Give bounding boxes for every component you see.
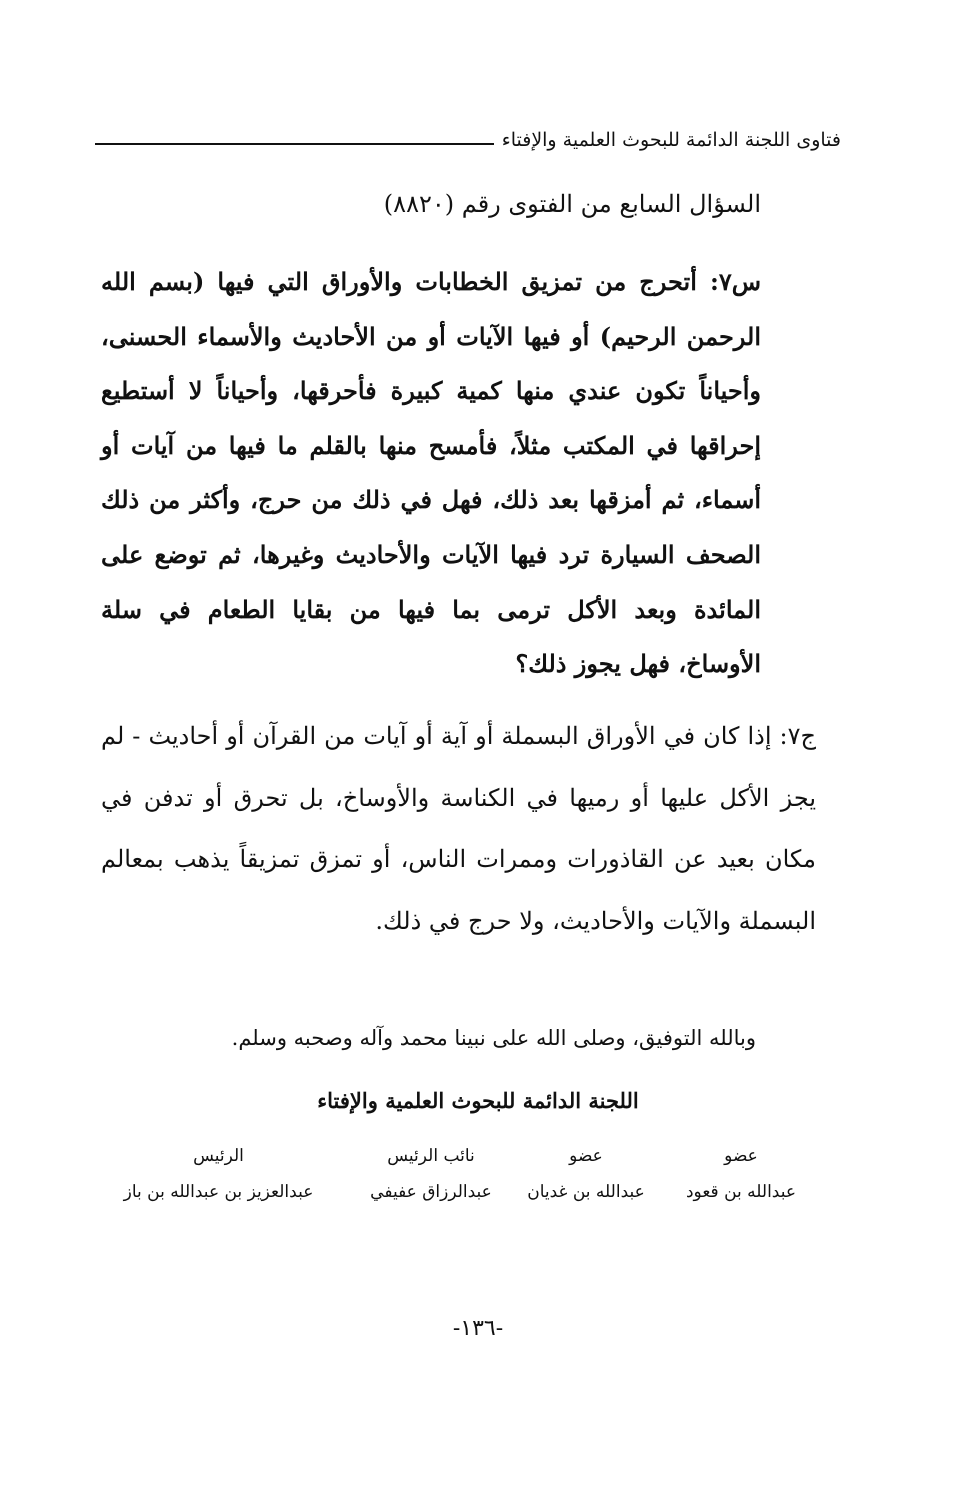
page-number: -١٣٦- bbox=[452, 1316, 504, 1341]
answer-text: ج٧: إذا كان في الأوراق البسملة أو آية أو آيات من القرآن أو أحاديث - لم يجز الأكل عليها أو رميها في الكناسة والأوساخ، بل تحرق أو تدفن في مكان بعيد عن القاذورات وممرات الناس، أو تمزق تمزيقاً يذهب بمعالم البسملة والآيات والأحاديث، ولا حرج في ذلك. bbox=[101, 722, 816, 935]
signatory-name: عبدالله بن غديان bbox=[527, 1182, 645, 1202]
signatory bbox=[676, 1138, 806, 1210]
signatory-role: نائب الرئيس bbox=[387, 1146, 475, 1166]
header-rule bbox=[95, 143, 494, 145]
committee-name: اللجنة الدائمة للبحوث العلمية والإفتاء bbox=[317, 1088, 639, 1113]
question-reference: السؤال السابع من الفتوى رقم (٨٨٢٠) bbox=[383, 190, 761, 218]
signatory bbox=[101, 1138, 336, 1210]
signatory-name: عبدالعزيز بن عبدالله بن باز bbox=[123, 1182, 314, 1202]
signatory-role: الرئيس bbox=[193, 1146, 244, 1166]
question-text: س٧: أتحرج من تمزيق الخطابات والأوراق التي فيها (بسم الله الرحمن الرحيم) أو فيها الآيات أو من الأحاديث والأسماء الحسنى، وأحياناً تكون عندي منها كمية كبيرة فأحرقها، وأحياناً لا أستطيع إحراقها في المكتب مثلاً، فأمسح منها بالقلم ما فيها من آيات أو أسماء، ثم أمزقها بعد ذلك، فهل في ذلك من حرج، وأكثر من ذلك الصحف السيارة ترد فيها الآيات والأحاديث وغيرها، ثم توضع على المائدة وبعد الأكل ترمى بما فيها من بقايا الطعام في سلة الأوساخ، فهل يجوز ذلك؟ bbox=[101, 267, 761, 679]
signatory-name: عبدالله بن قعود bbox=[685, 1182, 796, 1202]
signatory bbox=[516, 1138, 656, 1210]
running-header-title: فتاوى اللجنة الدائمة للبحوث العلمية والإفتاء bbox=[501, 129, 841, 151]
running-header bbox=[95, 120, 841, 160]
closing-formula: وبالله التوفيق، وصلى الله على نبينا محمد وآله وصحبه وسلم. bbox=[231, 1026, 756, 1050]
signature-block bbox=[101, 1138, 806, 1218]
signatory-role: عضو bbox=[569, 1146, 603, 1166]
signatory bbox=[356, 1138, 506, 1210]
signatory-name: عبدالرزاق عفيفي bbox=[370, 1182, 492, 1202]
signatory-role: عضو bbox=[724, 1146, 758, 1166]
